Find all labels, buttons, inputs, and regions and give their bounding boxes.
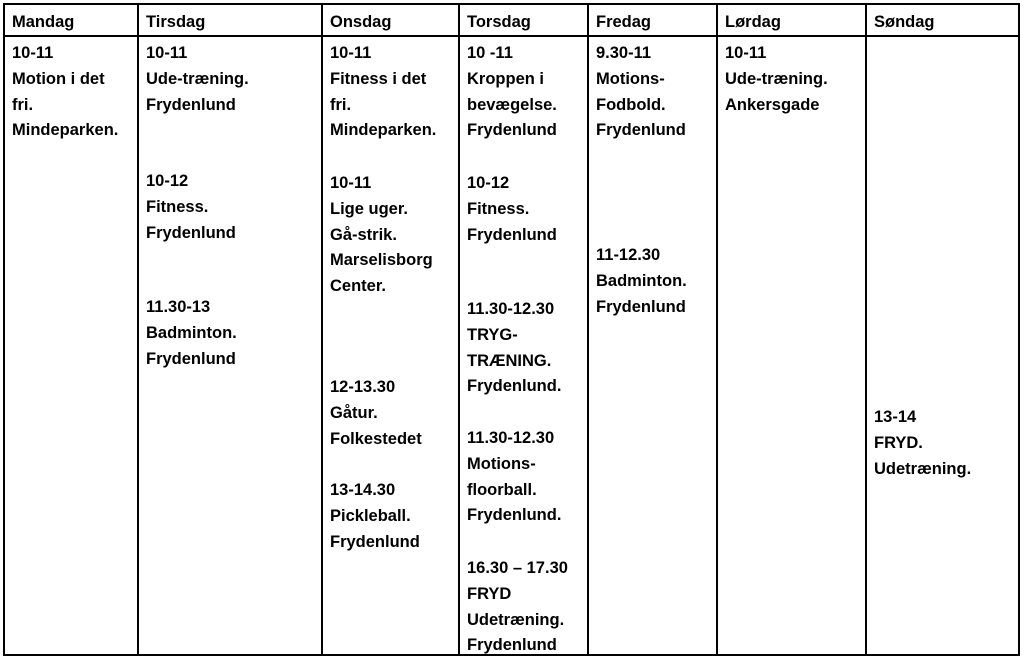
day-header: Fredag — [596, 13, 652, 31]
entry-text: Folkestedet — [330, 429, 422, 448]
entry-text: Frydenlund — [146, 349, 236, 368]
column-border — [458, 3, 460, 656]
entry-time: 9.30-11 — [596, 44, 652, 62]
entry-text: Badminton. — [596, 271, 687, 290]
entry-text: Frydenlund — [596, 121, 686, 140]
schedule-entry — [596, 243, 687, 320]
entry-text: Center. — [330, 277, 386, 296]
schedule-entry — [330, 41, 436, 144]
entry-time: 13-14.30 — [330, 481, 396, 499]
entry-time: 10-11 — [146, 44, 188, 62]
entry-text: Marselisborg — [330, 251, 433, 270]
entry-text: TRÆNING. — [467, 351, 552, 370]
day-header: Lørdag — [725, 13, 781, 31]
entry-text: Fitness. — [146, 197, 209, 216]
entry-text: Badminton. — [146, 323, 237, 342]
schedule-entry — [467, 426, 561, 529]
column-border — [1018, 3, 1020, 656]
entry-time: 16.30 – 17.30 — [467, 559, 568, 577]
schedule-entry — [330, 375, 422, 452]
entry-text: Pickleball. — [330, 506, 411, 525]
entry-text: fri. — [330, 95, 352, 114]
column-border — [3, 3, 5, 656]
entry-text: Frydenlund — [146, 223, 236, 242]
schedule-entry — [12, 41, 118, 144]
schedule-entry — [467, 41, 557, 144]
day-header: Torsdag — [467, 13, 531, 31]
entry-time: 12-13.30 — [330, 378, 396, 396]
schedule-entry — [146, 169, 236, 246]
row-border — [3, 3, 1020, 5]
schedule-entry — [330, 171, 433, 300]
entry-text: Motion i det — [12, 69, 105, 88]
entry-text: FRYD — [467, 584, 512, 603]
entry-text: Fitness. — [467, 199, 530, 218]
entry-text: Ude-træning. — [146, 69, 249, 88]
schedule-entry — [146, 41, 249, 118]
entry-text: Fodbold. — [596, 95, 666, 114]
schedule-entry — [330, 478, 420, 555]
entry-text: Ude-træning. — [725, 69, 828, 88]
entry-text: TRYG- — [467, 325, 518, 344]
column-border — [137, 3, 139, 656]
entry-text: Fitness i det — [330, 69, 427, 88]
schedule-entry — [146, 295, 237, 372]
day-header: Onsdag — [330, 13, 392, 31]
entry-time: 11-12.30 — [596, 246, 661, 264]
entry-text: Frydenlund — [467, 225, 557, 244]
entry-text: Frydenlund. — [467, 377, 562, 396]
day-header: Mandag — [12, 13, 75, 31]
entry-text: Frydenlund — [467, 636, 557, 655]
entry-text: Mindeparken. — [12, 121, 119, 140]
entry-text: Udetræning. — [467, 610, 565, 629]
entry-time: 10-11 — [725, 44, 767, 62]
schedule-entry — [725, 41, 828, 118]
entry-text: Frydenlund — [146, 95, 236, 114]
entry-text: fri. — [12, 95, 34, 114]
entry-text: Gå-strik. — [330, 225, 397, 244]
entry-text: bevægelse. — [467, 95, 557, 114]
column-border — [587, 3, 589, 656]
entry-time: 11.30-12.30 — [467, 429, 555, 447]
entry-time: 10-11 — [330, 44, 372, 62]
entry-text: Mindeparken. — [330, 121, 437, 140]
entry-text: Frydenlund — [330, 532, 420, 551]
column-border — [716, 3, 718, 656]
entry-time: 13-14 — [874, 408, 917, 426]
entry-text: FRYD. — [874, 433, 923, 452]
entry-text: Motions- — [467, 454, 536, 473]
entry-text: Motions- — [596, 69, 665, 88]
entry-text: Kroppen i — [467, 69, 544, 88]
schedule-entry — [467, 297, 561, 400]
entry-time: 10 -11 — [467, 44, 513, 62]
schedule-entry — [467, 171, 557, 248]
entry-text: Lige uger. — [330, 199, 408, 218]
schedule-entry — [596, 41, 686, 144]
weekly-schedule-table — [3, 3, 1020, 656]
entry-time: 10-11 — [12, 44, 54, 62]
day-header: Søndag — [874, 13, 935, 31]
entry-text: Frydenlund — [596, 297, 686, 316]
entry-text: Gåtur. — [330, 403, 378, 422]
row-border — [3, 35, 1020, 37]
entry-time: 10-12 — [146, 172, 189, 190]
entry-text: Ankersgade — [725, 95, 820, 114]
entry-time: 11.30-12.30 — [467, 300, 555, 318]
entry-text: Frydenlund. — [467, 506, 562, 525]
day-header: Tirsdag — [146, 13, 206, 31]
schedule-entry — [467, 556, 568, 659]
entry-time: 11.30-13 — [146, 298, 211, 316]
entry-text: floorball. — [467, 480, 537, 499]
entry-text: Frydenlund — [467, 121, 557, 140]
column-border — [865, 3, 867, 656]
column-border — [321, 3, 323, 656]
entry-time: 10-12 — [467, 174, 510, 192]
entry-text: Udetræning. — [874, 459, 972, 478]
entry-time: 10-11 — [330, 174, 372, 192]
schedule-entry — [874, 405, 971, 482]
